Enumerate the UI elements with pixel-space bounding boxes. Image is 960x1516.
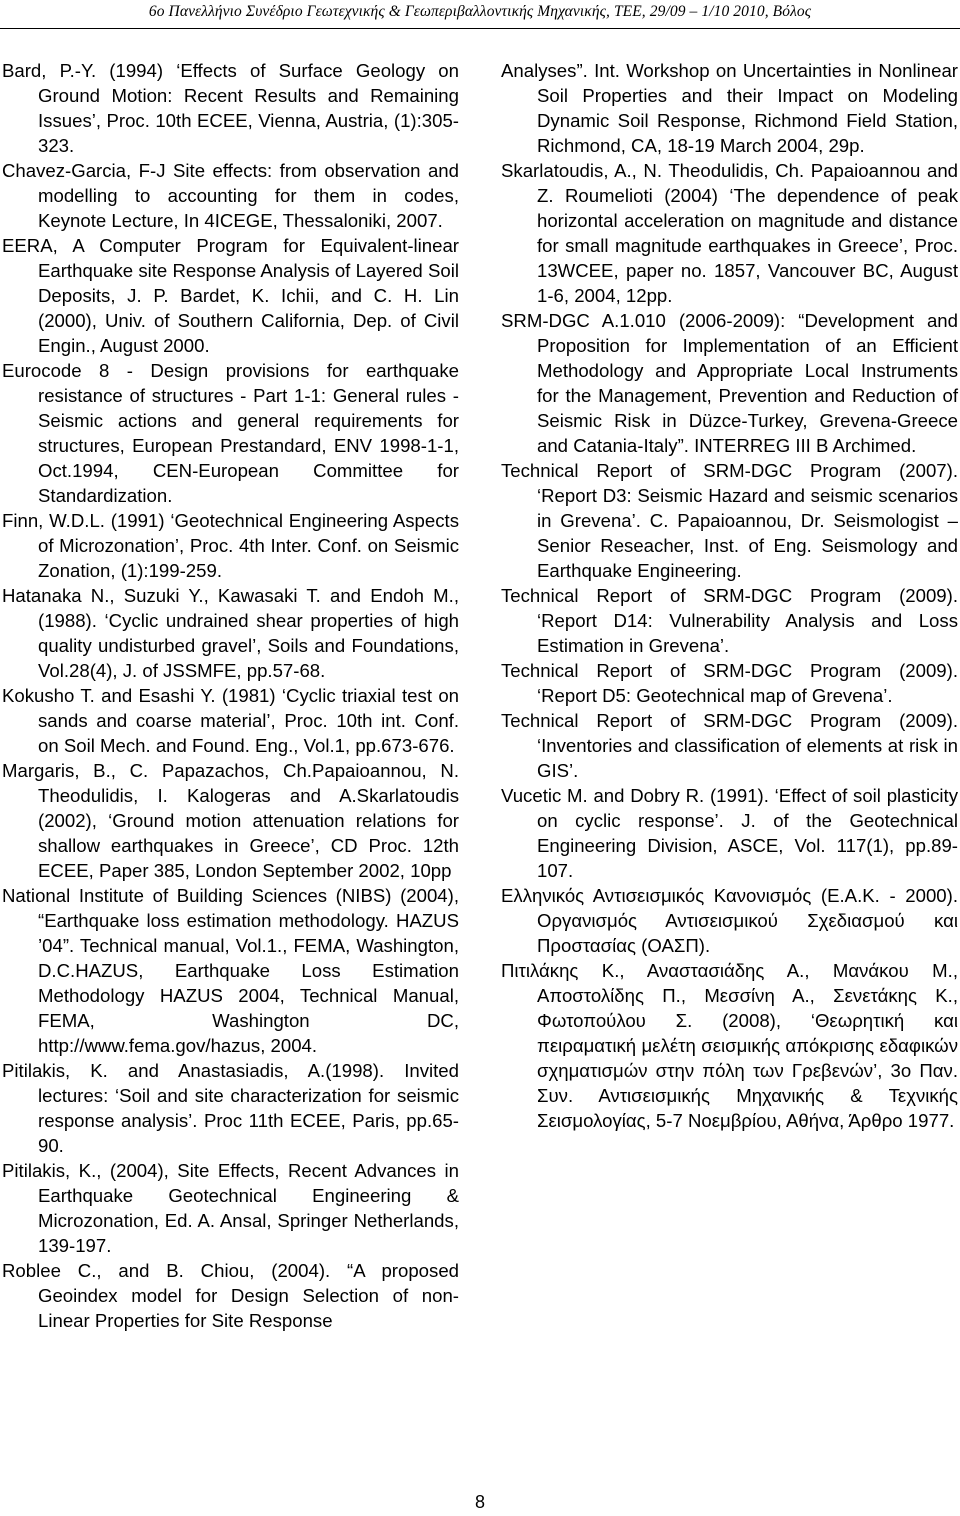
reference-entry: Ελληνικός Αντισεισμικός Κανονισμός (Ε.Α.Κ. - 2000). Οργανισμός Αντισεισμικού Σχεδιασμού και Προστασίας (ΟΑΣΠ). (501, 885, 958, 956)
reference-entry: Skarlatoudis, A., N. Theodulidis, Ch. Papaioannou and Z. Roumelioti (2004) ‘The dependence of peak horizontal acceleration on magnitude and distance for small magnitude earthquakes in Greece’, Proc. 13WCEE, paper no. 1857, Vancouver BC, August 1-6, 2004, 12pp. (501, 160, 958, 306)
reference-entry: Hatanaka N., Suzuki Y., Kawasaki T. and Endoh M., (1988). ‘Cyclic undrained shear properties of high quality undisturbed gravel’, Soils and Foundations, Vol.28(4), J. of JSSMFE, pp.57-68. (2, 585, 459, 681)
references-left-column (2, 58, 459, 1333)
reference-entry: National Institute of Building Sciences (NIBS) (2004), “Earthquake loss estimation methodology. HAZUS ’04”. Technical manual, Vol.1., FEMA, Washington, D.C.HAZUS, Earthquake Loss Estimation Methodology HAZUS 2004, Technical Manual, FEMA, Washington DC, http://www.fema.gov/hazus, 2004. (2, 885, 459, 1056)
header-rule (0, 28, 960, 29)
reference-entry: Pitilakis, K., (2004), Site Effects, Recent Advances in Earthquake Geotechnical Engineering & Microzonation, Ed. A. Ansal, Springer Netherlands, 139-197. (2, 1160, 459, 1256)
reference-entry: Technical Report of SRM-DGC Program (2009). ‘Report D14: Vulnerability Analysis and Loss Estimation in Grevena’. (501, 585, 958, 656)
reference-entry: Analyses”. Int. Workshop on Uncertainties in Nonlinear Soil Properties and their Impact on Modeling Dynamic Soil Response, Richmond Field Station, Richmond, CA, 18-19 March 2004, 29p. (501, 60, 958, 156)
running-header: 6ο Πανελλήνιο Συνέδριο Γεωτεχνικής & Γεωπεριβαλλοντικής Μηχανικής, ΤΕΕ, 29/09 – 1/10 2010, Βόλος (148, 3, 812, 20)
reference-entry: Eurocode 8 - Design provisions for earthquake resistance of structures - Part 1-1: General rules - Seismic actions and general requirements for structures, European Prestandard, ENV 1998-1-1, Oct.1994, CEN-European Committee for Standardization. (2, 360, 459, 506)
reference-entry: Πιτιλάκης Κ., Αναστασιάδης Α., Μανάκου Μ., Αποστολίδης Π., Μεσσίνη Α., Σενετάκης Κ., Φωτοπούλου Σ. (2008), ‘Θεωρητική και πειραματική μελέτη σεισμικής απόκρισης εδαφικών σχηματισμών στην πόλη των Γρεβενών’, 3ο Παν. Συν. Αντισεισμικής Μηχανικής & Τεχνικής Σεισμολογίας, 5-7 Νοεμβρίου, Αθήνα, Άρθρο 1977. (501, 960, 958, 1131)
reference-entry: Kokusho T. and Esashi Y. (1981) ‘Cyclic triaxial test on sands and coarse material’, Proc. 10th int. Conf. on Soil Mech. and Found. Eng., Vol.1, pp.673-676. (2, 685, 459, 756)
page-number: 8 (474, 1492, 485, 1512)
reference-entry: Bard, P.-Y. (1994) ‘Effects of Surface Geology on Ground Motion: Recent Results and Remaining Issues’, Proc. 10th ECEE, Vienna, Austria, (1):305-323. (2, 60, 459, 156)
reference-entry: Technical Report of SRM-DGC Program (2009). ‘Inventories and classification of elements at risk in GIS’. (501, 710, 958, 781)
reference-entry: Technical Report of SRM-DGC Program (2009). ‘Report D5: Geotechnical map of Grevena’. (501, 660, 958, 706)
reference-entry: Technical Report of SRM-DGC Program (2007). ‘Report D3: Seismic Hazard and seismic scenarios in Grevena’. C. Papaioannou, Dr. Seismologist – Senior Reseacher, Inst. of Eng. Seismology and Earthquake Engineering. (501, 460, 958, 581)
reference-entry: Finn, W.D.L. (1991) ‘Geotechnical Engineering Aspects of Microzonation’, Proc. 4th Inter. Conf. on Seismic Zonation, (1):199-259. (2, 510, 459, 581)
reference-entry: SRM-DGC A.1.010 (2006-2009): “Development and Proposition for Implementation of an Efficient Methodology and Appropriate Local Instruments for the Management, Prevention and Reduction of Seismic Risk in Düzce-Turkey, Grevena-Greece and Catania-Italy”. INTERREG III B Archimed. (501, 310, 958, 456)
reference-entry: Vucetic M. and Dobry R. (1991). ‘Effect of soil plasticity on cyclic response’. J. of the Geotechnical Engineering Division, ASCE, Vol. 117(1), pp.89-107. (501, 785, 958, 881)
reference-entry: Roblee C., and B. Chiou, (2004). “A proposed Geoindex model for Design Selection of non-Linear Properties for Site Response (2, 1260, 459, 1331)
reference-entry: Margaris, B., C. Papazachos, Ch.Papaioannou, N. Theodulidis, I. Kalogeras and A.Skarlatoudis (2002), ‘Ground motion attenuation relations for shallow earthquakes in Greece’, CD Proc. 12th ECEE, Paper 385, London September 2002, 10pp (2, 760, 459, 881)
reference-entry: Pitilakis, K. and Anastasiadis, A.(1998). Invited lectures: ‘Soil and site characterization for seismic response analysis’. Proc 11th ECEE, Paris, pp.65-90. (2, 1060, 459, 1156)
reference-entry: EERA, A Computer Program for Equivalent-linear Earthquake site Response Analysis of Layered Soil Deposits, J. P. Bardet, K. Ichii, and C. H. Lin (2000), Univ. of Southern California, Dep. of Civil Engin., August 2000. (2, 235, 459, 356)
reference-entry: Chavez-Garcia, F-J Site effects: from observation and modelling to accounting for them in codes, Keynote Lecture, In 4ICEGE, Thessaloniki, 2007. (2, 160, 459, 231)
references-right-column (501, 58, 958, 1133)
